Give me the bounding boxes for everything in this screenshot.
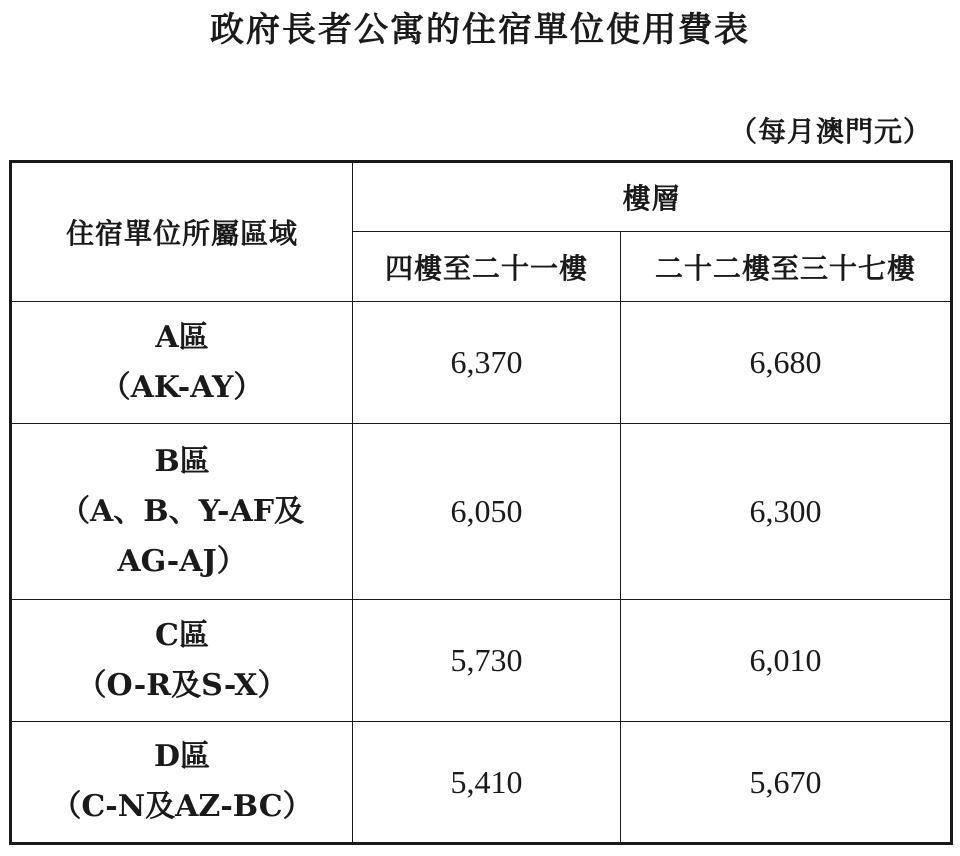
table-row (11, 302, 952, 424)
zone-name: D區 (153, 739, 210, 774)
zone-cell (11, 302, 353, 424)
fee-value: 6,370 (353, 302, 621, 424)
zone-name: C區 (155, 617, 209, 653)
zone-block-range: （AK-AY） (100, 369, 264, 405)
floor-range-header-low: 四樓至二十一樓 (353, 232, 621, 302)
table-row (11, 424, 952, 600)
zone-cell (11, 600, 353, 722)
fee-value: 5,410 (353, 722, 621, 844)
zone-cell (11, 424, 353, 600)
zone-block-range: （O-R及S-X） (76, 667, 288, 703)
fee-value: 6,010 (621, 600, 952, 722)
fee-value: 5,670 (621, 722, 952, 844)
fee-table (9, 160, 953, 845)
fee-value: 6,050 (353, 424, 621, 600)
fee-value: 6,300 (621, 424, 952, 600)
floor-column-header: 樓層 (353, 162, 952, 232)
zone-block-range: （C-N及AZ-BC） (51, 789, 313, 824)
zone-name: A區 (155, 319, 209, 355)
table-row (11, 722, 952, 844)
zone-cell (11, 722, 353, 844)
fee-value: 5,730 (353, 600, 621, 722)
floor-range-header-high: 二十二樓至三十七樓 (621, 232, 952, 302)
fee-value: 6,680 (621, 302, 952, 424)
zone-block-range: AG-AJ） (117, 543, 247, 579)
table-row (11, 600, 952, 722)
zone-column-header: 住宿單位所屬區域 (11, 162, 353, 302)
zone-block-range: （A、B、Y-AF及 (59, 493, 305, 529)
currency-unit-note: （每月澳門元） (728, 115, 932, 148)
zone-name: B區 (154, 443, 210, 479)
page-title: 政府長者公寓的住宿單位使用費表 (210, 10, 750, 50)
